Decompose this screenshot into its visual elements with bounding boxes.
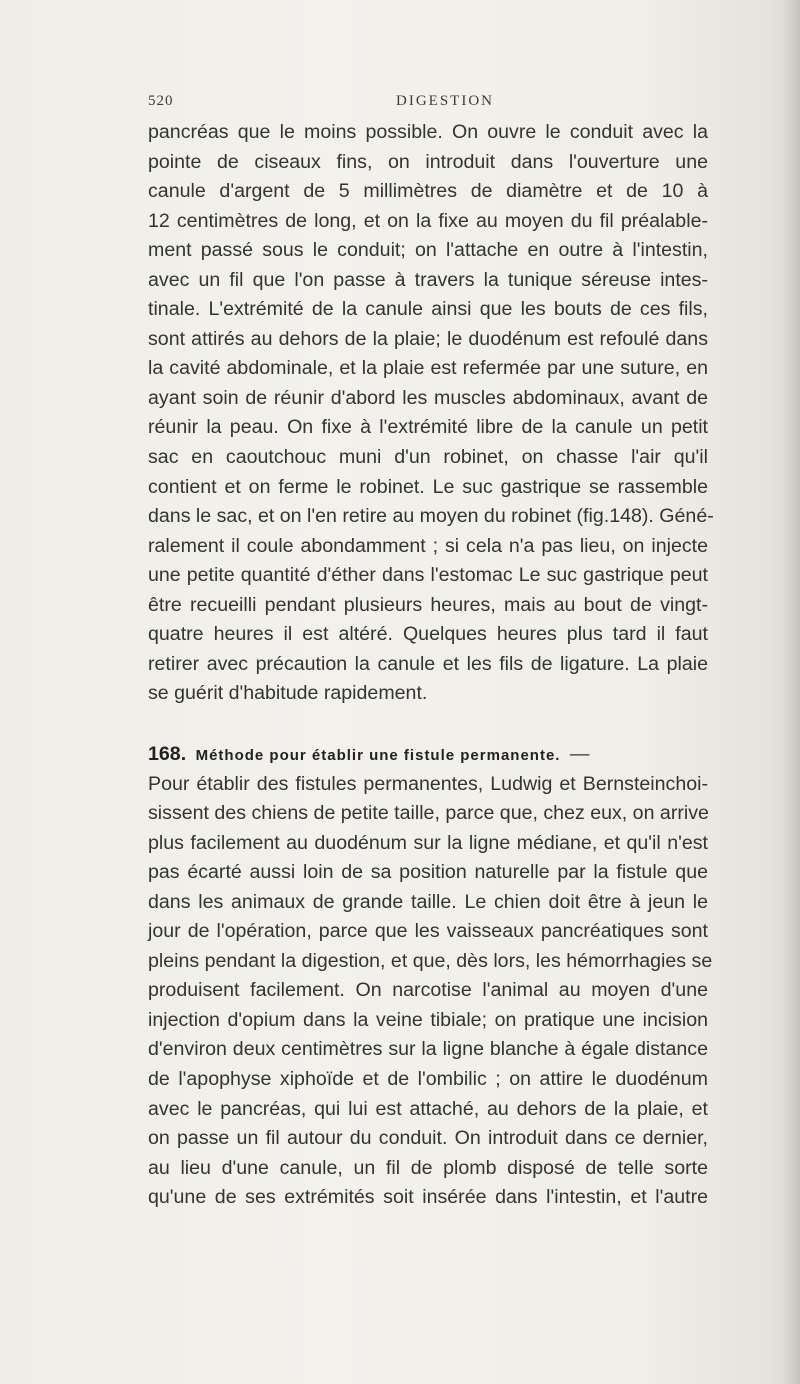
text-line: tinale. L'extrémité de la canule ainsi que les bouts de ces fils, <box>148 298 708 321</box>
text-line: de l'apophyse xiphoïde et de l'ombilic ; on attire le duodénum <box>148 1068 708 1091</box>
text-line: qu'une de ses extrémités soit insérée dans l'intestin, et l'autre <box>148 1186 708 1209</box>
text-line: une petite quantité d'éther dans l'estomac Le suc gastrique peut <box>148 564 708 587</box>
paragraph-1 <box>148 118 714 709</box>
text-line: jour de l'opération, parce que les vaisseaux pancréatiques sont <box>148 920 708 943</box>
page-edge-shadow <box>782 0 800 1384</box>
section-number: 168. <box>148 743 187 765</box>
running-title: DIGESTION <box>396 93 494 109</box>
text-line: ment passé sous le conduit; on l'attache en outre à l'intestin, <box>148 239 708 262</box>
heading-dash: — <box>569 743 590 765</box>
text-line: être recueilli pendant plusieurs heures, mais au bout de vingt- <box>148 593 708 616</box>
running-head <box>148 93 708 115</box>
section-heading <box>148 740 708 770</box>
section-168 <box>148 740 713 1213</box>
text-line: se guérit d'habitude rapidement. <box>148 682 428 705</box>
text-line: sac en caoutchouc muni d'un robinet, on chasse l'air qu'il <box>148 446 708 469</box>
text-line: dans les animaux de grande taille. Le chien doit être à jeun le <box>148 890 708 913</box>
text-line: au lieu d'une canule, un fil de plomb disposé de telle sorte <box>148 1156 708 1179</box>
text-line: ralement il coule abondamment ; si cela n'a pas lieu, on injecte <box>148 534 708 557</box>
text-line: réunir la peau. On fixe à l'extrémité libre de la canule un petit <box>148 416 708 439</box>
text-line: Pour établir des fistules permanentes, Ludwig et Bernsteinchoi- <box>148 772 708 795</box>
text-line: produisent facilement. On narcotise l'animal au moyen d'une <box>148 979 708 1002</box>
text-line: 12 centimètres de long, et on la fixe au moyen du fil préalable- <box>148 209 708 232</box>
text-line: pas écarté aussi loin de sa position naturelle par la fistule que <box>148 861 708 884</box>
text-line: pointe de ciseaux fins, on introduit dans l'ouverture une <box>148 150 708 173</box>
text-line: dans le sac, et on l'en retire au moyen du robinet (fig.148). Géné- <box>148 505 714 528</box>
text-line: on passe un fil autour du conduit. On introduit dans ce dernier, <box>148 1127 708 1150</box>
text-line: ayant soin de réunir d'abord les muscles abdominaux, avant de <box>148 386 708 409</box>
text-line: pancréas que le moins possible. On ouvre le conduit avec la <box>148 121 708 143</box>
text-line: sont attirés au dehors de la plaie; le duodénum est refoulé dans <box>148 327 708 350</box>
text-line: plus facilement au duodénum sur la ligne médiane, et qu'il n'est <box>148 831 708 854</box>
text-line: retirer avec précaution la canule et les fils de ligature. La plaie <box>148 652 708 675</box>
text-line: contient et on ferme le robinet. Le suc gastrique se rassemble <box>148 475 708 498</box>
text-line: avec le pancréas, qui lui est attaché, au dehors de la plaie, et <box>148 1097 708 1120</box>
text-line: d'environ deux centimètres sur la ligne blanche à égale distance <box>148 1038 708 1061</box>
text-line: la cavité abdominale, et la plaie est refermée par une suture, en <box>148 357 708 380</box>
text-line: pleins pendant la digestion, et que, dès lors, les hémorrhagies se <box>148 949 713 972</box>
text-line: quatre heures il est altéré. Quelques heures plus tard il faut <box>148 623 708 646</box>
page-number: 520 <box>148 93 174 109</box>
text-line: sissent des chiens de petite taille, parce que, chez eux, on arrive <box>148 802 709 825</box>
text-line: avec un fil que l'on passe à travers la tunique séreuse intes- <box>148 268 708 291</box>
section-title: Méthode pour établir une fistule permanente. <box>195 747 561 764</box>
text-line: canule d'argent de 5 millimètres de diamètre et de 10 à <box>148 180 708 203</box>
text-line: injection d'opium dans la veine tibiale; on pratique une incision <box>148 1008 708 1031</box>
